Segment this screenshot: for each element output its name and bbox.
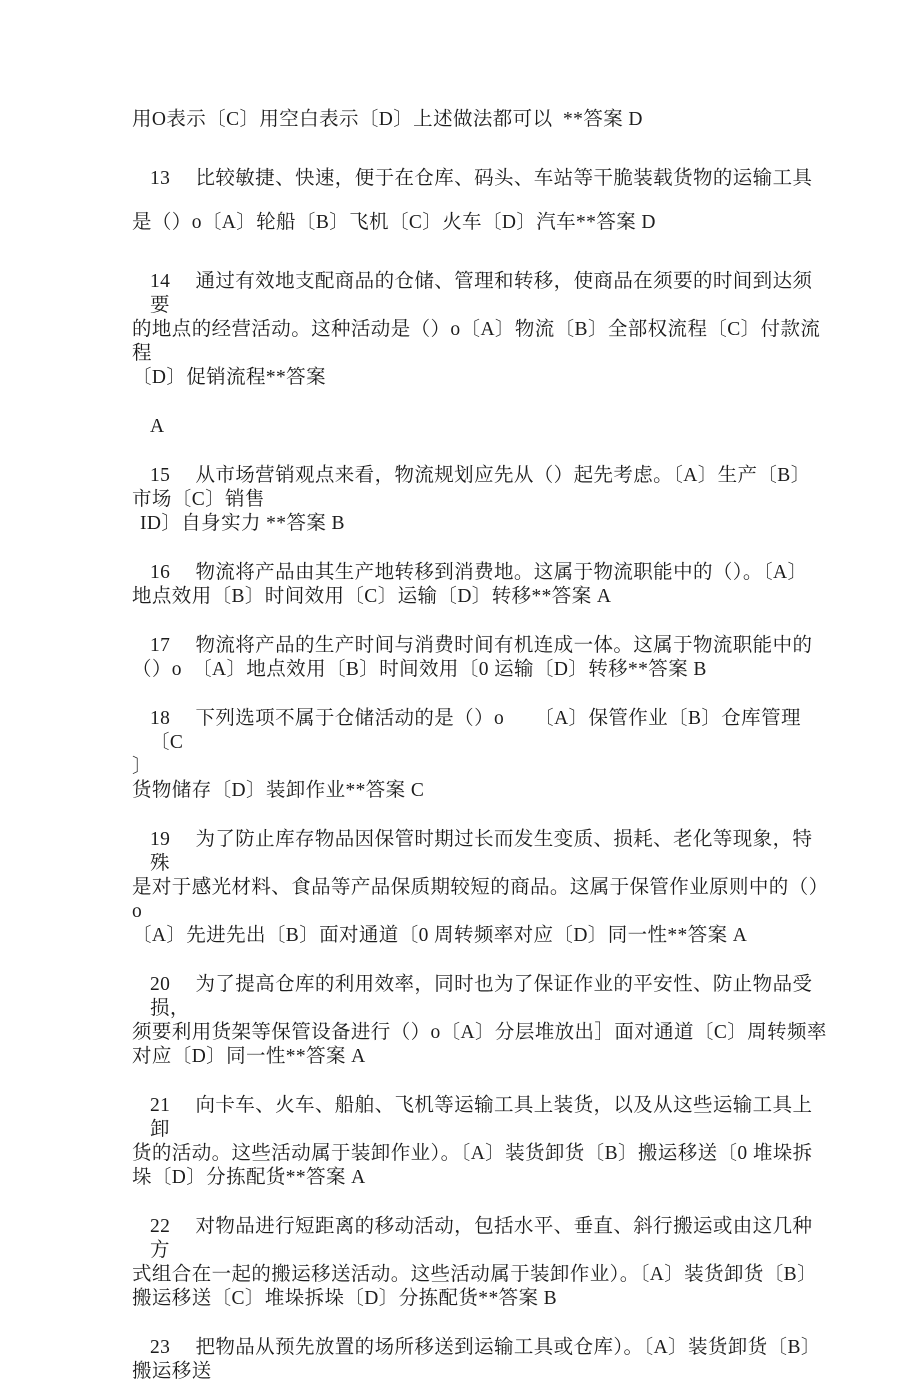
- doc-line: 〔D〕促销流程**答案: [132, 367, 326, 388]
- doc-line: （）o 〔A〕地点效用〔B〕时间效用〔0 运输〔D〕转移**答案 B: [132, 659, 707, 680]
- doc-line: 须要利用货架等保管设备进行（）o〔A〕分层堆放出］面对通道〔C〕周转频率: [132, 1022, 827, 1043]
- question-13: [132, 157, 830, 245]
- question-14: [132, 270, 830, 390]
- doc-line: 15 从市场营销观点来看，物流规划应先从（）起先考虑。〔A〕生产〔B〕: [150, 465, 811, 486]
- doc-line: 市场〔C〕销售: [132, 489, 265, 510]
- doc-line: 22 对物品进行短距离的移动活动，包括水平、垂直、斜行搬运或由这几种方: [150, 1216, 813, 1261]
- doc-line: 21 向卡车、火车、船舶、飞机等运输工具上装货，以及从这些运输工具上卸: [150, 1095, 813, 1140]
- doc-line: 17 物流将产品的生产时间与消费时间有机连成一体。这属于物流职能中的: [150, 635, 813, 656]
- question-15: [132, 464, 830, 536]
- doc-line: 23 把物品从预先放置的场所移送到运输工具或仓库）。〔A〕装货卸货〔B〕: [150, 1337, 821, 1358]
- doc-line: 〕: [132, 756, 152, 777]
- doc-line: 16 物流将产品由其生产地转移到消费地。这属于物流职能中的（）。〔A〕: [150, 562, 808, 583]
- doc-line: 13 比较敏捷、快速，便于在仓库、码头、车站等干脆装载货物的运输工具: [150, 168, 813, 189]
- question-16: [132, 561, 830, 609]
- question-20: [132, 973, 830, 1069]
- question-17: [132, 634, 830, 682]
- doc-line: 垛〔D〕分拣配货**答案 A: [132, 1167, 366, 1188]
- doc-line: 19 为了防止库存物品因保管时期过长而发生变质、损耗、老化等现象，特殊: [150, 829, 813, 874]
- doc-line: 是对于感光材料、食品等产品保质期较短的商品。这属于保管作业原则中的（）o: [132, 877, 829, 922]
- doc-line: ID〕自身实力 **答案 B: [140, 513, 345, 534]
- question-21: [132, 1094, 830, 1190]
- doc-line: 18 下列选项不属于仓储活动的是（）o 〔A〕保管作业〔B〕仓库管理〔C: [150, 708, 801, 753]
- doc-line: 搬运移送〔C〕堆垛拆垛〔D〕分拣配货**答案 B: [132, 1288, 558, 1309]
- question-18: [132, 707, 830, 803]
- doc-line: 用O表示〔C〕用空白表示〔D〕上述做法都可以 **答案 D: [132, 109, 643, 130]
- doc-line: 的地点的经营活动。这种活动是（）o〔A〕物流〔B〕全部权流程〔C〕付款流程: [132, 319, 821, 364]
- doc-line: 货的活动。这些活动属于装卸作业）。〔A〕装货卸货〔B〕搬运移送〔0 堆垛拆: [132, 1143, 813, 1164]
- q12-answer-tail: [132, 108, 830, 132]
- doc-line: 14 通过有效地支配商品的仓储、管理和转移，使商品在须要的时间到达须要: [150, 271, 813, 316]
- doc-line: 对应〔D〕同一性**答案 A: [132, 1046, 366, 1067]
- doc-line: A: [150, 416, 165, 437]
- question-22: [132, 1215, 830, 1311]
- doc-line: 式组合在一起的搬运移送活动。这些活动属于装卸作业）。〔A〕装货卸货〔B〕: [132, 1264, 817, 1285]
- doc-line: 是（）o〔A〕轮船〔B〕飞机〔C〕火车〔D〕汽车**答案 D: [132, 212, 656, 233]
- question-14-answer: [132, 415, 830, 439]
- question-23: [132, 1336, 830, 1384]
- doc-line: 搬运移送: [132, 1361, 212, 1382]
- doc-line: 〔A〕先进先出〔B〕面对通道〔0 周转频率对应〔D〕同一性**答案 A: [132, 925, 748, 946]
- question-19: [132, 828, 830, 948]
- doc-line: 货物储存〔D〕装卸作业**答案 C: [132, 780, 425, 801]
- doc-line: 20 为了提高仓库的利用效率，同时也为了保证作业的平安性、防止物品受损，: [150, 974, 813, 1019]
- doc-line: 地点效用〔B〕时间效用〔C〕运输〔D〕转移**答案 A: [132, 586, 612, 607]
